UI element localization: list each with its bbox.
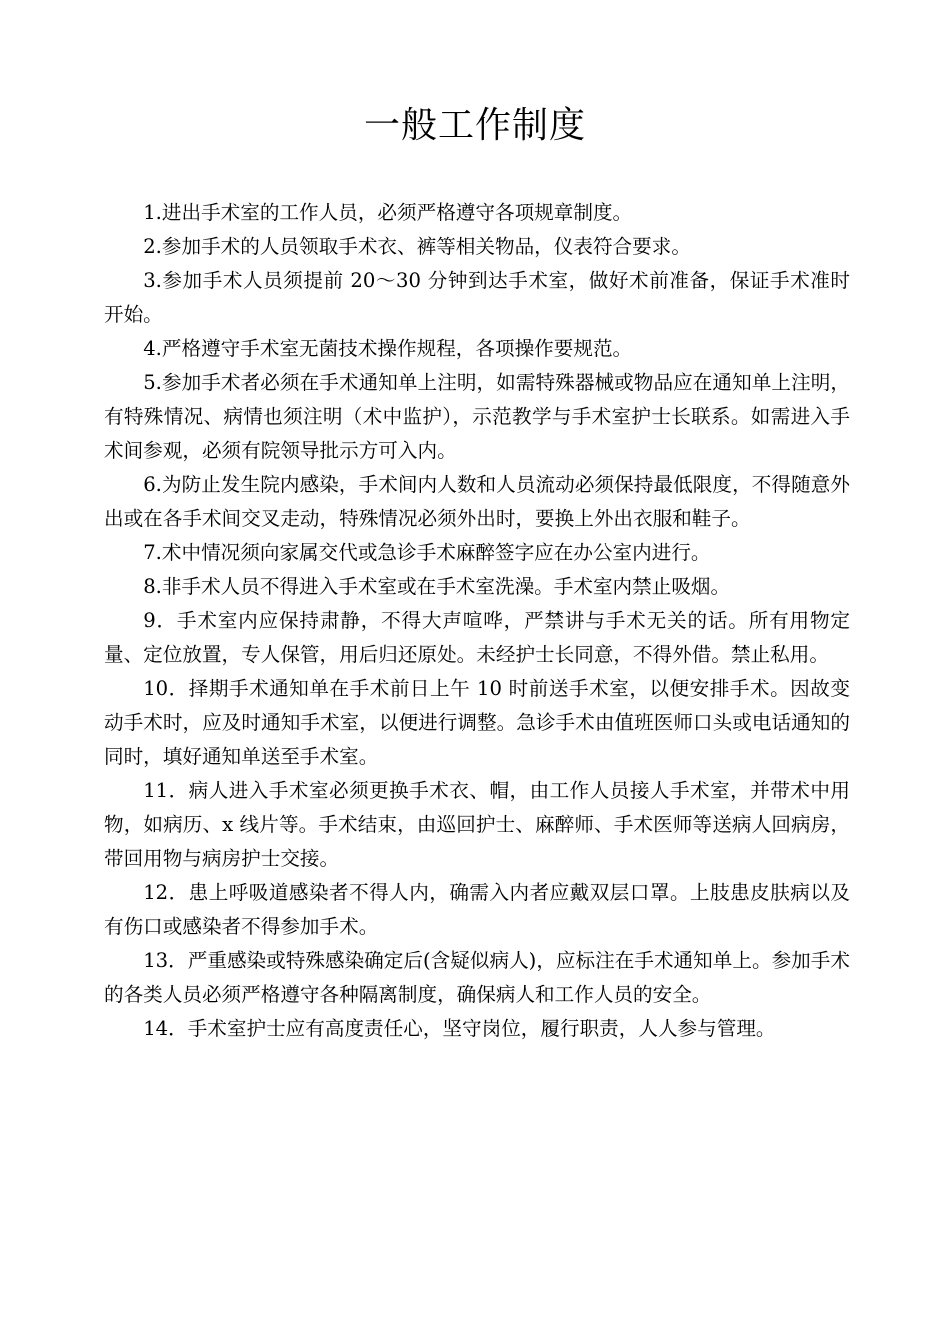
rule-paragraph-4: 4.严格遵守手术室无菌技术操作规程，各项操作要规范。	[143, 337, 633, 360]
document-body	[104, 196, 850, 1046]
rule-paragraph-1: 1.进出手术室的工作人员，必须严格遵守各项规章制度。	[143, 201, 633, 224]
rule-paragraph-13: 13．严重感染或特殊感染确定后(含疑似病人)，应标注在手术通知单上。参加手术的各类人员必须严格遵守各种隔离制度，确保病人和工作人员的安全。	[104, 949, 850, 1006]
rule-paragraph-14: 14．手术室护士应有高度责任心，坚守岗位，履行职责，人人参与管理。	[143, 1017, 776, 1040]
document-title: 一般工作制度	[363, 105, 586, 146]
rule-paragraph-11: 11．病人进入手术室必须更换手术衣、帽，由工作人员接人手术室，并带术中用物，如病历、x 线片等。手术结束，由巡回护士、麻醉师、手术医师等送病人回病房，带回用物与病房护士交接。	[104, 779, 850, 870]
rule-paragraph-10: 10．择期手术通知单在手术前日上午 10 时前送手术室，以便安排手术。因故变动手术时，应及时通知手术室，以便进行调整。急诊手术由值班医师口头或电话通知的同时，填好通知单送至手术室。	[104, 677, 850, 768]
rule-paragraph-6: 6.为防止发生院内感染，手术间内人数和人员流动必须保持最低限度，不得随意外出或在各手术间交叉走动，特殊情况必须外出时，要换上外出衣服和鞋子。	[104, 473, 850, 530]
rule-paragraph-8: 8.非手术人员不得进入手术室或在手术室洗澡。手术室内禁止吸烟。	[143, 575, 731, 598]
rule-paragraph-2: 2.参加手术的人员领取手术衣、裤等相关物品，仪表符合要求。	[143, 235, 691, 258]
rule-paragraph-9: 9．手术室内应保持肃静，不得大声喧哗，严禁讲与手术无关的话。所有用物定量、定位放置，专人保管，用后归还原处。未经护士长同意，不得外借。禁止私用。	[104, 609, 850, 666]
rule-paragraph-7: 7.术中情况须向家属交代或急诊手术麻醉签字应在办公室内进行。	[143, 541, 711, 564]
rule-paragraph-3: 3.参加手术人员须提前 20～30 分钟到达手术室，做好术前准备，保证手术准时开始。	[104, 269, 850, 326]
rule-paragraph-5: 5.参加手术者必须在手术通知单上注明，如需特殊器械或物品应在通知单上注明，有特殊情况、病情也须注明（术中监护），示范教学与手术室护士长联系。如需进入手术间参观，必须有院领导批示方可入内。	[104, 371, 850, 462]
rule-paragraph-12: 12．患上呼吸道感染者不得人内，确需入内者应戴双层口罩。上肢患皮肤病以及有伤口或感染者不得参加手术。	[104, 881, 850, 938]
